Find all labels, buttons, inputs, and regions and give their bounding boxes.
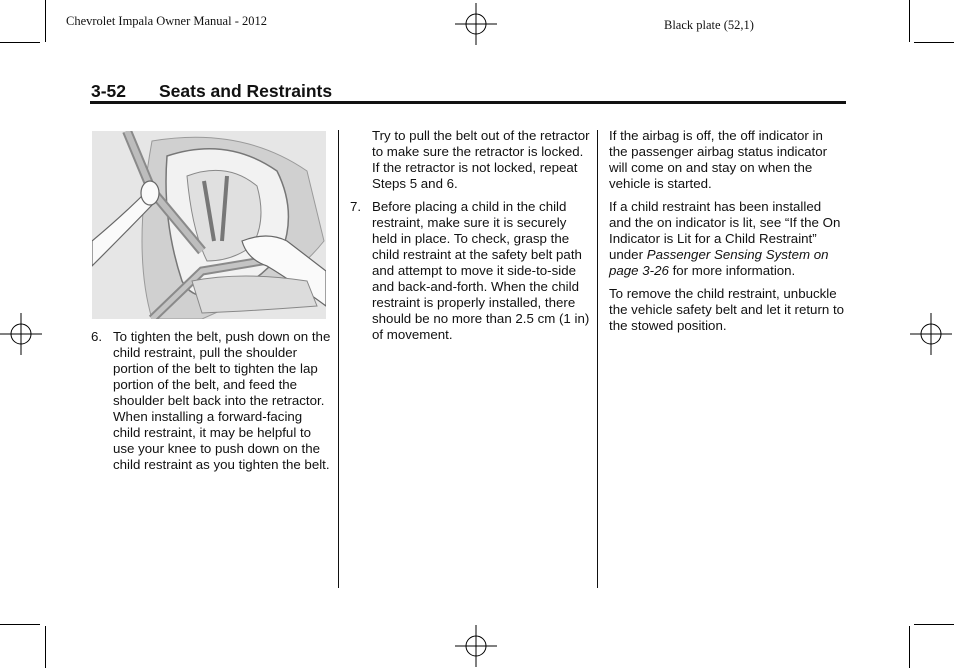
step-text: Before placing a child in the child restraint, make sure it is securely held in place. To check, grasp the child restraint at the safety belt path and attempt to move it side-to-side and back-and-forth. When the child restraint is properly installed, there should be no more than 2.5 cm (1 in) of movement. [372,199,590,342]
registration-mark-top [455,3,497,45]
step-7 [350,199,590,343]
step-number: 7. [350,199,362,214]
step-number: 6. [91,329,103,344]
crop-mark-top-left-v [45,0,46,42]
section-title: Seats and Restraints [159,81,333,101]
column-divider-2 [597,130,598,588]
step-6 [91,329,331,473]
crop-mark-bottom-left-v [45,626,46,668]
running-header-plate: Black plate (52,1) [664,18,754,32]
page-number: 3-52 [91,81,127,101]
column-2 [350,128,590,343]
crop-mark-bottom-right-h [914,624,954,625]
step-text: To tighten the belt, push down on the child restraint, pull the shoulder portion of the belt to tighten the lap portion of the belt, and feed the shoulder belt back into the retractor. When installing a forward-facing child restraint, it may be helpful to use your knee to push down on the child restraint as you tighten the belt. [113,329,331,472]
paragraph-on-indicator [609,199,845,279]
heading-rule [90,101,846,104]
column-3 [609,128,845,341]
step-continuation: Try to pull the belt out of the retractor to make sure the retractor is locked. If the retractor is not locked, repeat Steps 5 and 6. [372,128,590,191]
crop-mark-bottom-right-v [909,626,910,668]
crop-mark-top-right-h [914,42,954,43]
column-1 [91,329,331,473]
child-seat-installation-icon [92,131,326,319]
crop-mark-top-left-h [0,42,40,43]
paragraph-text: for more information. [668,263,796,278]
paragraph-airbag-off: If the airbag is off, the off indicator in the passenger airbag status indicator will come on and stay on when the vehicle is started. [609,128,828,191]
crop-mark-bottom-left-h [0,624,40,625]
child-seat-illustration [92,131,326,319]
column-divider-1 [338,130,339,588]
registration-mark-left [0,313,42,355]
cross-reference-link[interactable]: Passenger Sensing System on page 3-26 [609,247,829,278]
paragraph-text: If a child restraint has been installed and the on indicator is lit, see “If the On Indicator is Lit for a Child Restraint” under [609,199,841,262]
paragraph-remove-restraint: To remove the child restraint, unbuckle the vehicle safety belt and let it return to the stowed position. [609,286,845,333]
registration-mark-bottom [455,625,497,667]
registration-mark-right [910,313,952,355]
crop-mark-top-right-v [909,0,910,42]
section-heading [91,81,332,102]
running-header-title: Chevrolet Impala Owner Manual - 2012 [66,14,267,28]
